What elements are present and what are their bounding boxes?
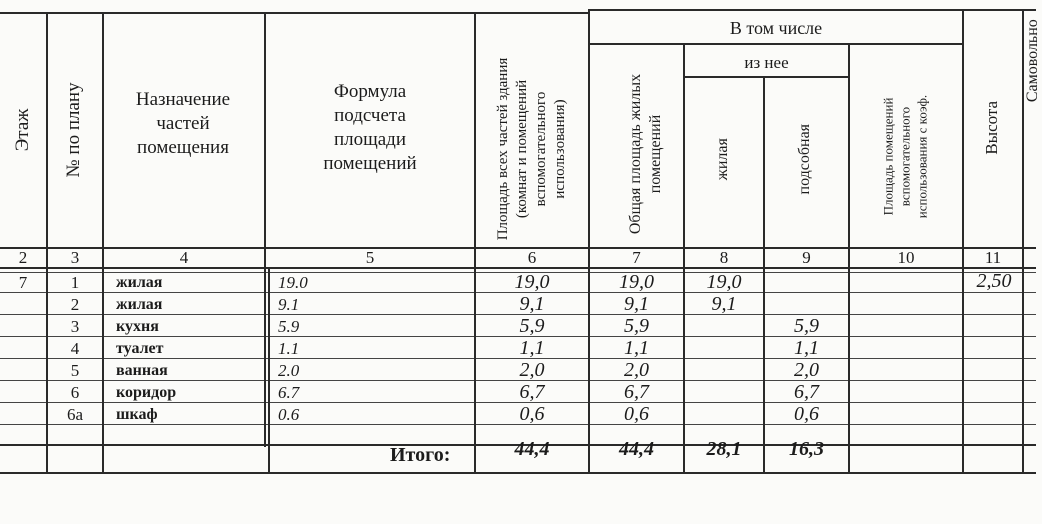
table-row-name: туалет	[116, 340, 164, 357]
table-row-no: 5	[70, 361, 80, 380]
header-plan-no: № по плану	[63, 82, 85, 178]
table-row-living-total: 0,6	[624, 403, 649, 425]
col-number: 6	[527, 248, 537, 267]
table-row-area: 9,1	[519, 293, 545, 315]
table-row-formula: 5.9	[278, 317, 300, 336]
table-row-aux: 1,1	[794, 337, 819, 359]
totals-living: 28,1	[706, 438, 742, 460]
header-of-which: из нее	[744, 53, 789, 72]
header-total-area	[494, 45, 570, 253]
table-row-living: 19,0	[706, 271, 742, 293]
table-row-name: жилая	[116, 296, 163, 313]
table-row-living-total: 9,1	[624, 293, 649, 315]
col-number: 5	[365, 248, 375, 267]
table-row-no: 1	[70, 273, 80, 292]
table-row-formula: 2.0	[278, 361, 300, 380]
table-row-living-total: 19,0	[619, 271, 654, 293]
table-row-formula: 0.6	[278, 405, 300, 424]
col-number: 10	[897, 248, 915, 267]
table-row-area: 5,9	[519, 315, 545, 337]
col-number: 4	[179, 248, 189, 267]
table-row-aux: 6,7	[794, 381, 819, 403]
table-row-no: 2	[70, 295, 80, 314]
height-value: 2,50	[976, 270, 1012, 292]
totals-living-total: 44,4	[619, 438, 654, 460]
table-row-living-total: 1,1	[624, 337, 649, 359]
table-row-area: 0,6	[519, 403, 545, 425]
header-purpose: Назначение частей помещения	[135, 89, 231, 158]
table-row-area: 1,1	[519, 337, 545, 359]
header-aux-coef	[880, 67, 931, 247]
header-total-area-text: Площадь всех частей здания (комнат и помещений вспомогательного использования)	[495, 57, 568, 241]
table-row-area: 2,0	[519, 359, 545, 381]
table-row-no: 6	[70, 383, 80, 402]
table-row-living: 9,1	[711, 293, 737, 315]
table-row-living-total: 5,9	[624, 315, 649, 337]
table-row-name: коридор	[116, 384, 177, 401]
table-row-no: 6а	[66, 405, 84, 424]
table-row-aux: 5,9	[794, 315, 819, 337]
header-height: Высота	[982, 100, 1002, 155]
table-row-formula: 6.7	[278, 383, 300, 402]
header-aux-coef-text: Площадь помещений вспомогательного использования с коэф.	[880, 94, 930, 219]
totals-area: 44,4	[514, 438, 550, 460]
header-living-total	[626, 64, 666, 244]
table-row-living-total: 6,7	[624, 381, 649, 403]
col-number: 9	[802, 248, 811, 267]
table-row-no: 3	[70, 317, 80, 336]
table-row-area: 6,7	[519, 381, 545, 403]
table-row-aux: 2,0	[794, 359, 819, 381]
table-row-area: 19,0	[514, 271, 550, 293]
floor-value: 7	[18, 273, 28, 292]
table-row-name: жилая	[116, 274, 163, 291]
totals-label: Итого:	[390, 444, 451, 466]
header-living-total-text: Общая площадь жилых помещений	[627, 73, 664, 235]
header-formula: Формула подсчета площади помещений	[323, 81, 417, 174]
header-floor: Этаж	[12, 108, 34, 152]
table-row-formula: 19.0	[278, 273, 308, 292]
col-number: 3	[70, 248, 80, 267]
header-unauthorized: Самовольно	[1023, 19, 1041, 103]
col-number: 7	[632, 248, 641, 267]
table-row-name: ванная	[116, 362, 168, 379]
header-living: жилая	[713, 138, 731, 181]
col-number: 11	[984, 248, 1002, 267]
col-number: 2	[18, 248, 28, 267]
header-including: В том числе	[729, 18, 823, 38]
table-row-name: шкаф	[116, 406, 158, 423]
table-row-formula: 1.1	[278, 339, 300, 358]
table-row-name: кухня	[116, 318, 159, 335]
table-row-aux: 0,6	[794, 403, 819, 425]
totals-aux: 16,3	[789, 438, 824, 460]
header-auxiliary: подсобная	[795, 123, 813, 195]
col-number: 8	[719, 248, 729, 267]
table-row-formula: 9.1	[278, 295, 300, 314]
table-row-living-total: 2,0	[624, 359, 649, 381]
table-row-no: 4	[70, 339, 80, 358]
